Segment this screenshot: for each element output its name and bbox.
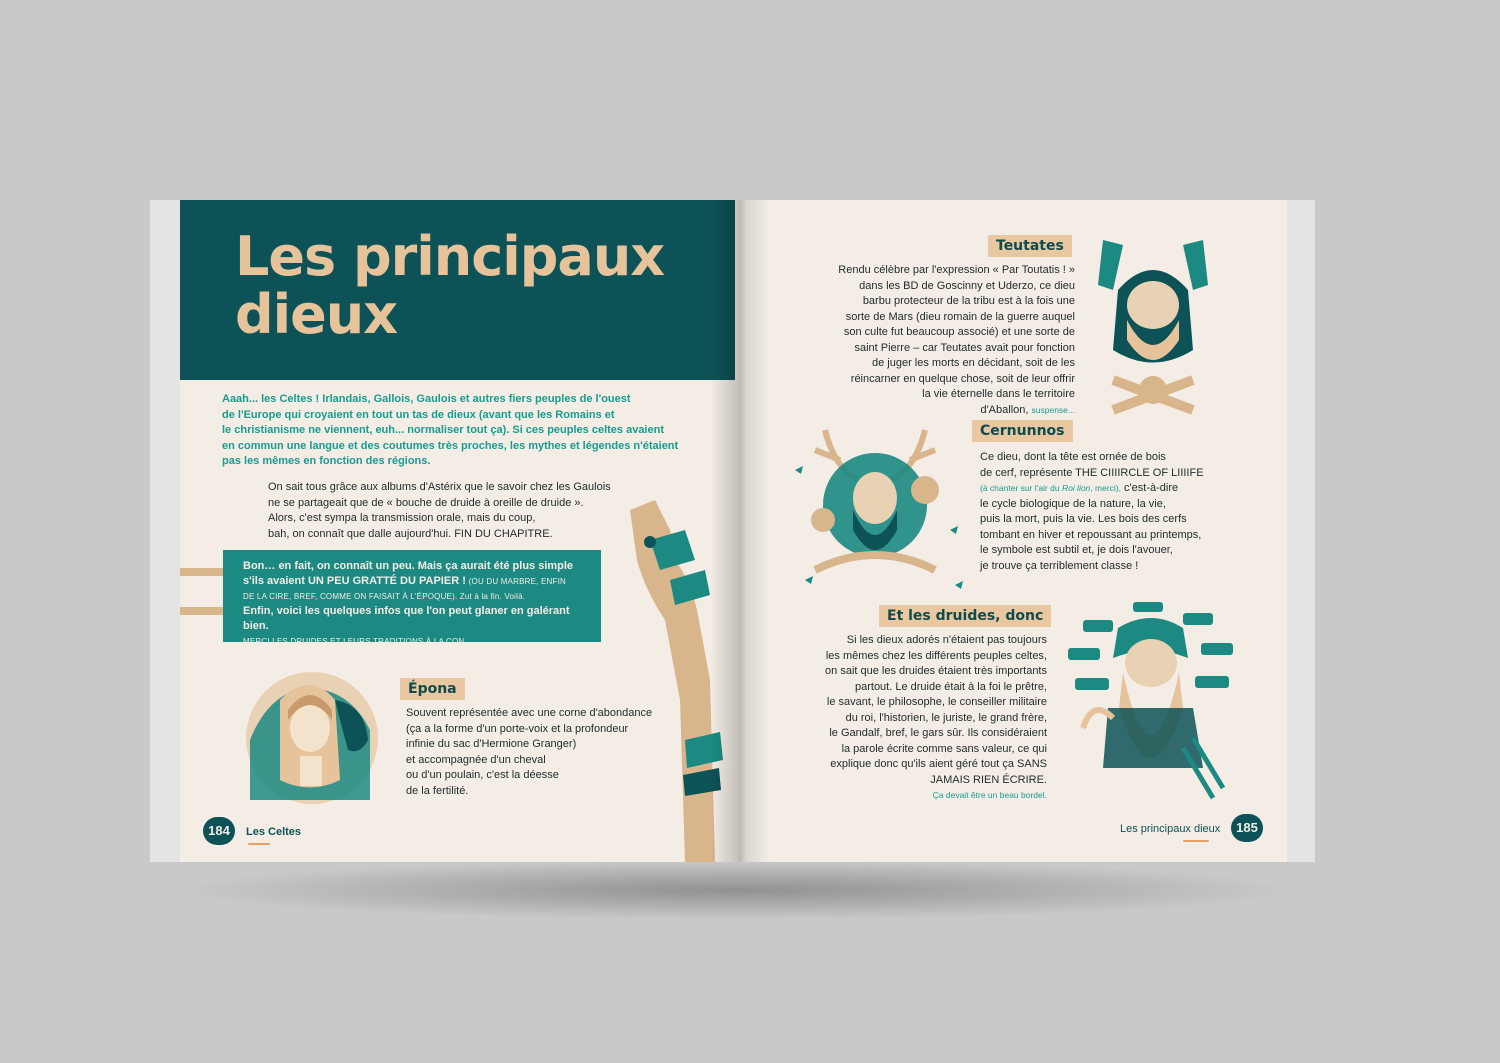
page-title: Les principaux dieux xyxy=(235,225,665,346)
intro-paragraph: Aaah... les Celtes ! Irlandais, Gallois, Gaulois et autres fiers peuples de l'ouest de l'Europe qui croyaient en tout un tas de dieux (avant que les Romains et le christianisme ne viennent, euh... normaliser tout ça). Si ces peuples celtes avaient en commun une langue et des coutumes très proches, les mythes et légendes n'étaient pas les mêmes en fonction des régions. xyxy=(222,393,679,467)
teutates-heading: Teutates xyxy=(988,235,1072,257)
cernunnos-illustration xyxy=(785,410,965,600)
left-folio-underline xyxy=(248,843,270,845)
druides-paragraph: Si les dieux adorés n'étaient pas toujours les mêmes chez les différents peuples celtes, on sait que les druides étaient très importants partout. Le druide était à la foi le prêtre, le savant, le philosophe, le conseiller militaire du roi, l'historien, le juriste, le grand frère, le Gandalf, bref, le gars sûr. Ils considéraient la parole écrite comme sans valeur, ce qui explique donc qu'ils aient géré tout ça SANS JAMAIS RIEN ÉCRIRE. Ça devait être un beau bordel. xyxy=(825,634,1047,800)
right-folio-underline xyxy=(1183,840,1209,842)
cernunnos-heading: Cernunnos xyxy=(972,420,1073,442)
right-page-edge xyxy=(1287,200,1315,862)
druides-heading: Et les druides, donc xyxy=(879,605,1051,627)
left-folio-number: 184 xyxy=(203,817,235,845)
staff-strap-top xyxy=(180,568,225,576)
left-folio-label: Les Celtes xyxy=(246,826,302,838)
teutates-illustration xyxy=(1083,230,1223,420)
cernunnos-paragraph: Ce dieu, dont la tête est ornée de bois de cerf, représente THE CIIIIRCLE OF LIIIIFE (à chanter sur l'air du Roi lion, merci), c'est-à-dire le cycle biologique de la nature, la vie, puis la mort, puis la vie. Les bois des cerfs tombant en hiver et repoussant au printemps, le symbole est subtil et, je dois l'avouer, je trouve ça terriblement classe ! xyxy=(980,451,1204,572)
left-page-edge xyxy=(150,200,180,862)
left-page xyxy=(150,200,735,862)
horse-staff-illustration xyxy=(615,500,735,862)
teutates-paragraph: Rendu célèbre par l'expression « Par Toutatis ! » dans les BD de Goscinny et Uderzo, ce dieu barbu protecteur de la tribu est à la fois une sorte de Mars (dieu romain de la guerre auquel son culte fut beaucoup associé) et une sorte de saint Pierre – car Teutates avait pour fonction de juger les morts en décidant, soit de les réincarner en quelque chose, soit de leur offrir la vie éternelle dans le territoire d'Aballon, suspense... xyxy=(838,264,1075,416)
asterix-paragraph: On sait tous grâce aux albums d'Astérix que le savoir chez les Gaulois ne se partageait que de « bouche de druide à oreille de druide ». Alors, c'est sympa la transmission orale, mais du coup, bah, on connaît que dalle aujourd'hui. FIN DU CHAPITRE. xyxy=(268,481,611,540)
epona-illustration xyxy=(240,660,390,810)
callout-box: Bon… en fait, on connaît un peu. Mais ça aurait été plus simple s'ils avaient UN PEU GRATTÉ DU PAPIER ! (OU DU MARBRE, ENFIN DE LA CIRE, BREF, COMME ON FAISAIT À L'ÉPOQUE). Zut à la fin. Voilà. Enfin, voici les quelques infos que l'on peut glaner en galérant bien. MERCI LES DRUIDES ET LEURS TRADITIONS À LA CON. xyxy=(223,550,601,642)
staff-strap-bottom xyxy=(180,607,225,615)
epona-paragraph: Souvent représentée avec une corne d'abondance (ça a la forme d'un porte-voix et la profondeur infinie du sac d'Hermione Granger) et accompagnée d'un cheval ou d'un poulain, c'est la déesse de la fertilité. xyxy=(406,707,653,797)
epona-heading: Épona xyxy=(400,678,465,700)
book-shadow xyxy=(170,860,1300,920)
right-folio-label: Les principaux dieux xyxy=(1120,823,1221,835)
druid-illustration xyxy=(1063,598,1238,808)
book-spread xyxy=(150,200,1315,862)
right-page xyxy=(735,200,1315,862)
right-folio-number: 185 xyxy=(1231,814,1263,842)
